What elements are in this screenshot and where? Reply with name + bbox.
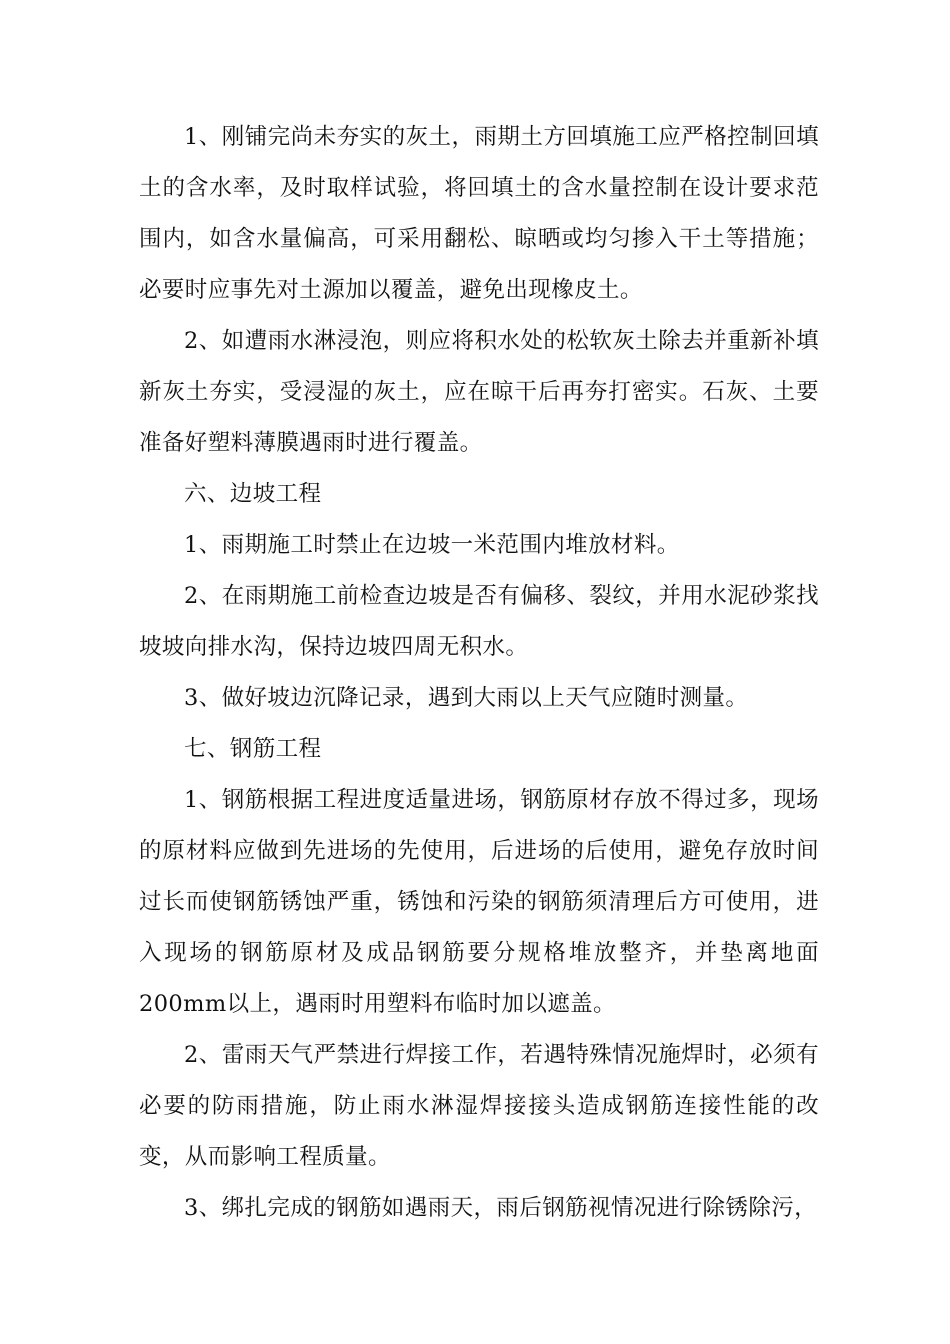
paragraph-welding: 2、雷雨天气严禁进行焊接工作，若遇特殊情况施焊时，必须有必要的防雨措施，防止雨水淋湿焊接接头造成钢筋连接性能的改变，从而影响工程质量。 <box>139 1042 819 1170</box>
paragraph-rebar-rain: 3、绑扎完成的钢筋如遇雨天，雨后钢筋视情况进行除锈除污， <box>184 1195 818 1221</box>
paragraph-rebar-storage: 1、钢筋根据工程进度适量进场，钢筋原材存放不得过多，现场的原材料应做到先进场的先使用，后进场的后使用，避免存放时间过长而使钢筋锈蚀严重，锈蚀和污染的钢筋须清理后方可使用，进入现场的钢筋原材及成品钢筋要分规格堆放整齐，并垫离地面200mm以上，遇雨时用塑料布临时加以遮盖。 <box>139 787 819 1017</box>
paragraph-slope-storage: 1、雨期施工时禁止在边坡一米范围内堆放材料。 <box>184 532 680 558</box>
document-body <box>139 112 819 1234</box>
paragraph-backfill-moisture: 1、刚铺完尚未夯实的灰土，雨期土方回填施工应严格控制回填土的含水率，及时取样试验，将回填土的含水量控制在设计要求范围内，如含水量偏高，可采用翻松、晾晒或均匀掺入干土等措施；必要时应事先对土源加以覆盖，避免出现橡皮土。 <box>139 124 819 303</box>
paragraph-settlement-record: 3、做好坡边沉降记录，遇到大雨以上天气应随时测量。 <box>184 685 749 711</box>
paragraph-soaked-lime-soil: 2、如遭雨水淋浸泡，则应将积水处的松软灰土除去并重新补填新灰土夯实，受浸湿的灰土，应在晾干后再夯打密实。石灰、土要准备好塑料薄膜遇雨时进行覆盖。 <box>139 328 819 456</box>
section-heading-rebar: 七、钢筋工程 <box>184 736 322 762</box>
paragraph-slope-inspection: 2、在雨期施工前检查边坡是否有偏移、裂纹，并用水泥砂浆找坡坡向排水沟，保持边坡四周无积水。 <box>139 583 819 660</box>
section-heading-slope: 六、边坡工程 <box>184 481 322 507</box>
